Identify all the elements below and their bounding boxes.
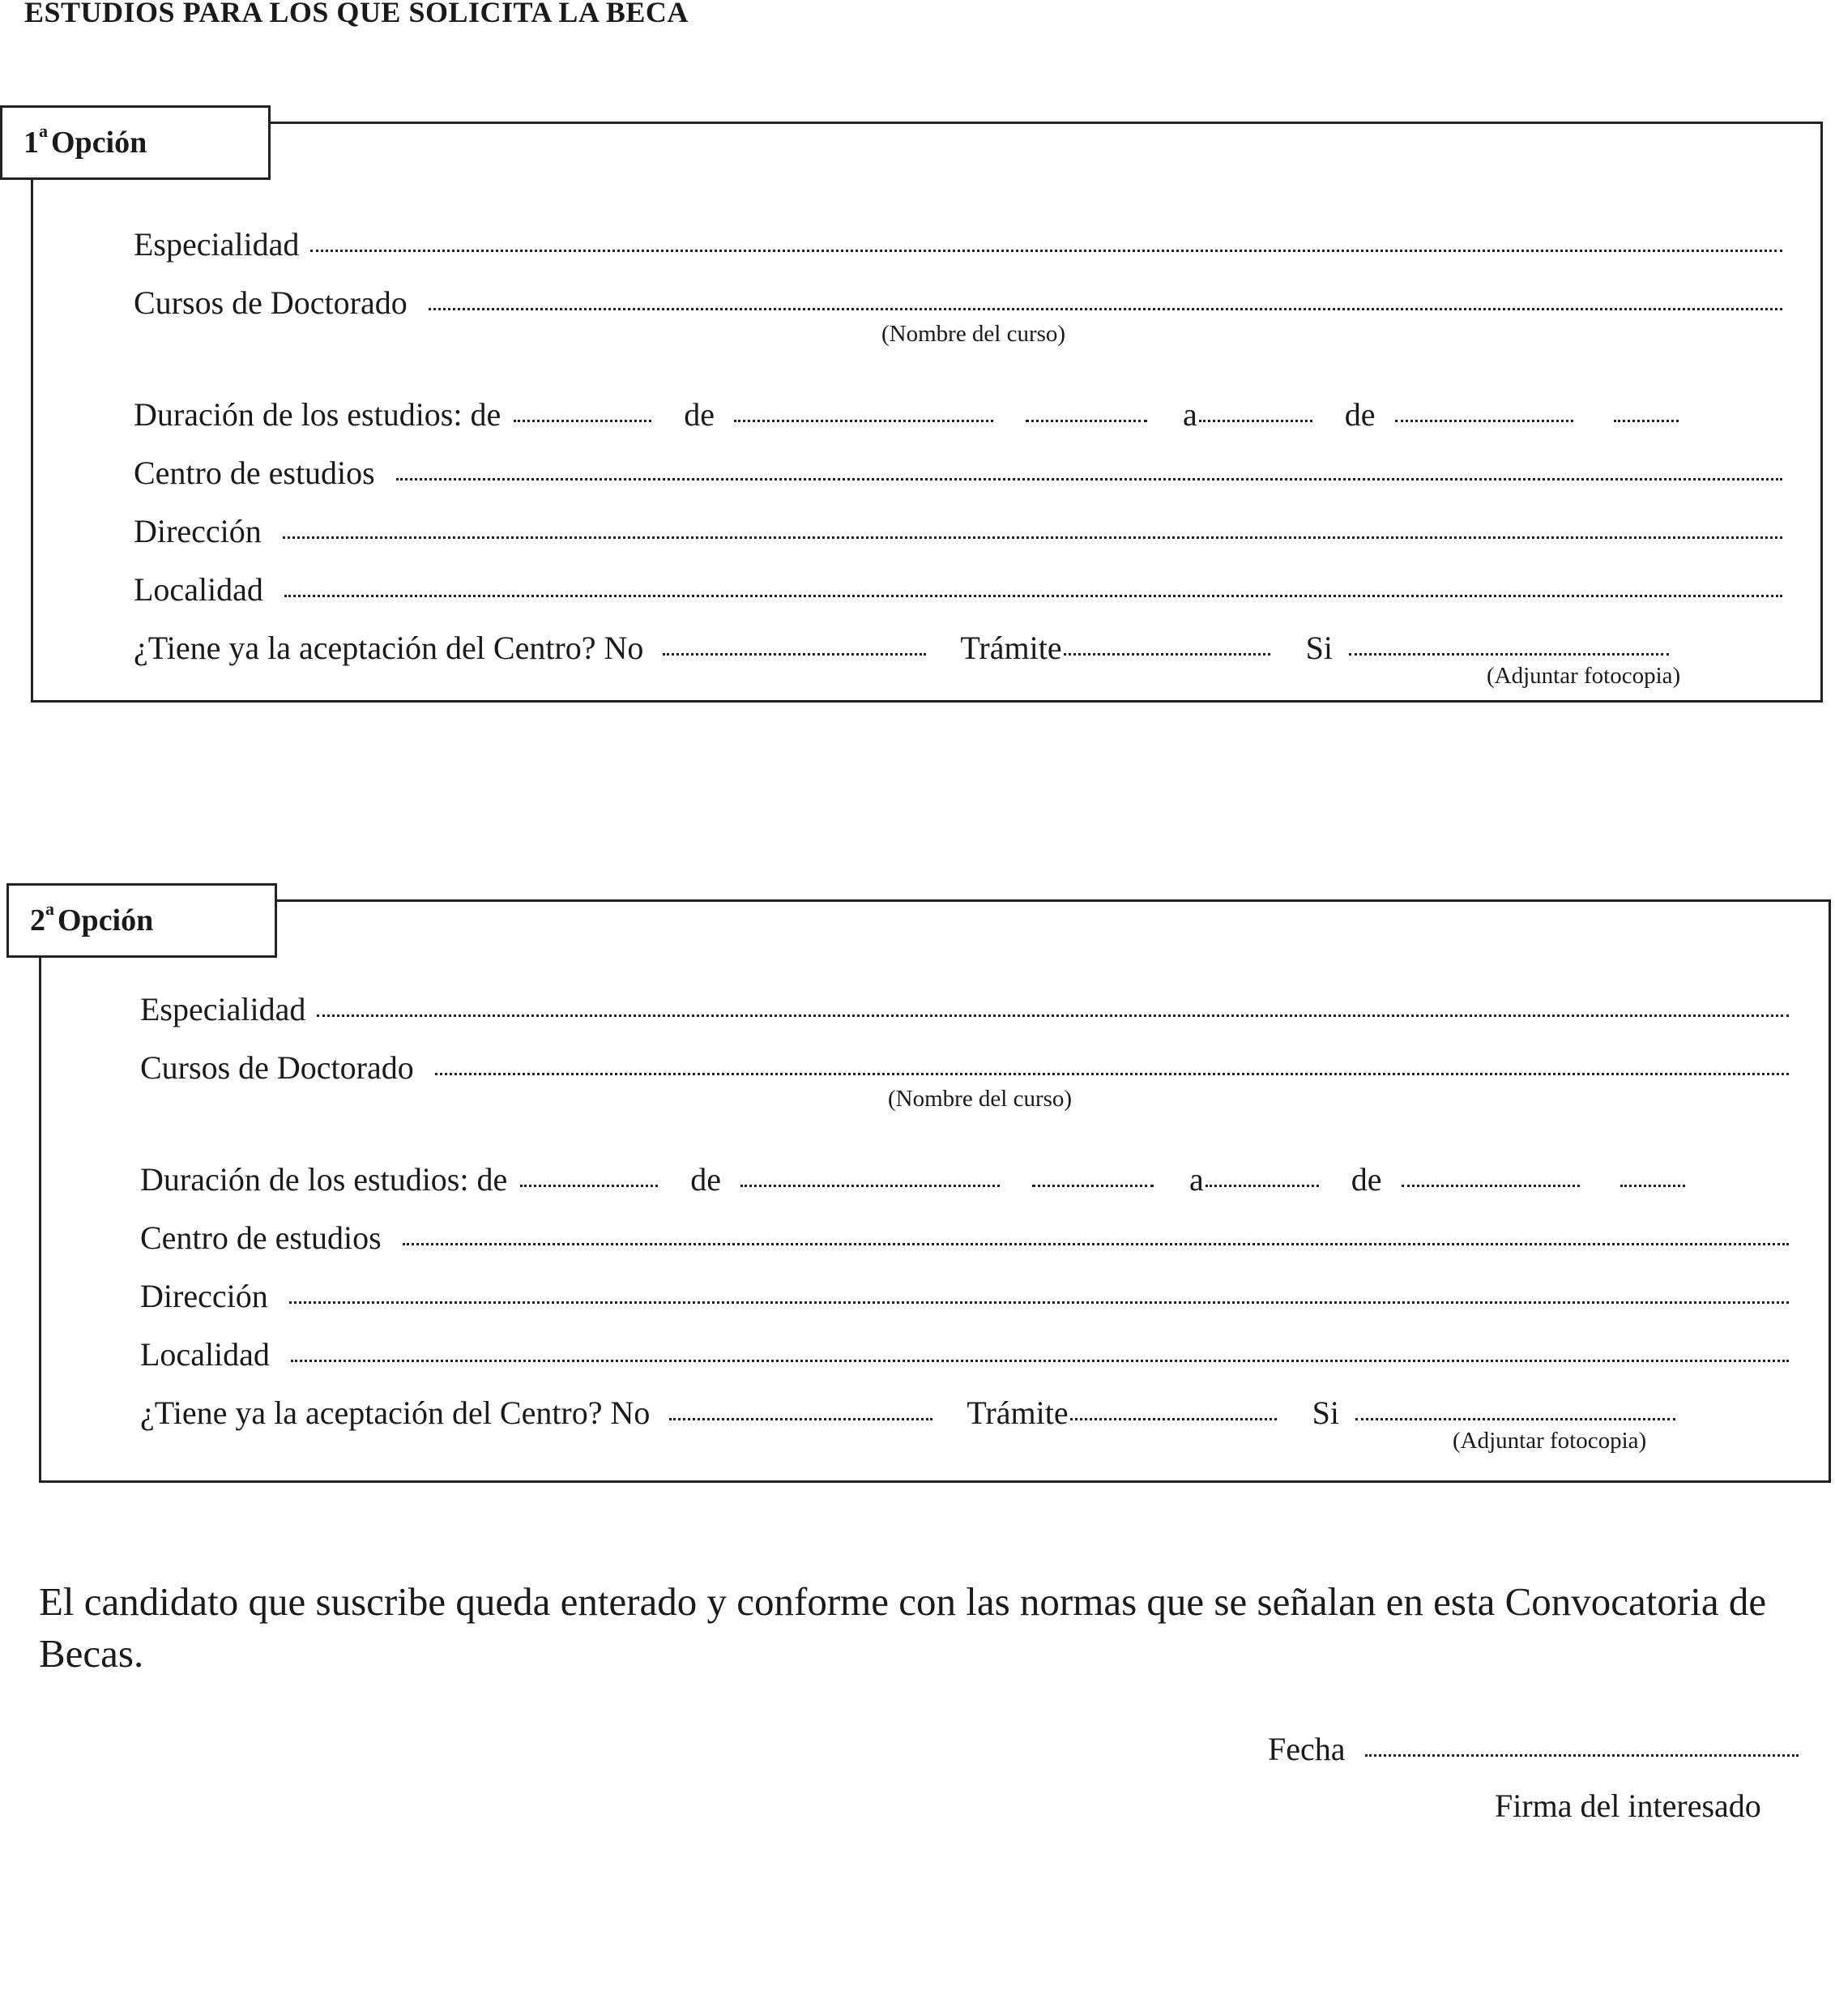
duracion-day-from-field[interactable] (520, 1185, 658, 1187)
option-2-tab (6, 883, 277, 958)
adjuntar-caption: (Adjuntar fotocopia) (1453, 1428, 1647, 1454)
aceptacion-label: ¿Tiene ya la aceptación del Centro? No (134, 630, 644, 666)
duracion-month-from-field[interactable] (734, 420, 993, 422)
option-1-tab (0, 105, 271, 180)
option-1-centro-row (134, 454, 1782, 492)
option-1-aceptacion-row (134, 629, 1669, 667)
duracion-day-from-field[interactable] (514, 420, 651, 422)
option-2-number: 2 (30, 903, 45, 938)
direccion-field[interactable] (283, 536, 1782, 539)
option-2-centro-row (140, 1219, 1789, 1257)
aceptacion-label: ¿Tiene ya la aceptación del Centro? No (140, 1395, 651, 1431)
option-2-cursos-row (140, 1049, 1789, 1087)
duracion-year-to-field[interactable] (1620, 1185, 1685, 1187)
duracion-de2-label: de (1344, 396, 1376, 433)
option-2-direccion-row (140, 1277, 1789, 1315)
aceptacion-no-field[interactable] (669, 1418, 932, 1420)
localidad-field[interactable] (291, 1360, 1789, 1362)
fecha-label: Fecha (1268, 1731, 1346, 1767)
si-field[interactable] (1349, 653, 1669, 656)
adjuntar-caption: (Adjuntar fotocopia) (1487, 663, 1681, 689)
direccion-label: Dirección (140, 1278, 268, 1314)
duracion-de-label: de (690, 1161, 722, 1198)
duracion-month-from-field[interactable] (740, 1185, 1000, 1187)
option-2-word: Opción (58, 903, 154, 938)
conformity-statement: El candidato que suscribe queda enterado y conforme con las normas que se señalan en esta Convocatoria de Becas. (39, 1579, 1767, 1676)
tramite-field[interactable] (1064, 653, 1270, 656)
option-1-word: Opción (51, 126, 147, 160)
especialidad-field[interactable] (310, 250, 1782, 252)
option-2-especialidad-row (140, 990, 1789, 1028)
page-heading: ESTUDIOS PARA LOS QUE SOLICITA LA BECA (24, 0, 689, 28)
especialidad-label: Especialidad (140, 991, 306, 1027)
centro-field[interactable] (396, 478, 1782, 481)
option-1-especialidad-row (134, 225, 1782, 263)
direccion-field[interactable] (289, 1301, 1789, 1304)
nombre-curso-caption: (Nombre del curso) (881, 321, 1066, 347)
option-1-direccion-row (134, 512, 1782, 550)
nombre-curso-caption: (Nombre del curso) (888, 1086, 1073, 1112)
duracion-label: Duración de los estudios: de (140, 1161, 508, 1198)
especialidad-label: Especialidad (134, 226, 300, 263)
si-label: Si (1305, 630, 1333, 666)
fecha-row (1268, 1730, 1799, 1768)
duracion-month-to-field[interactable] (1395, 420, 1573, 422)
option-1-number: 1 (23, 126, 39, 160)
especialidad-field[interactable] (317, 1014, 1789, 1017)
option-2-aceptacion-row (140, 1394, 1675, 1432)
firma-label: Firma del interesado (1495, 1787, 1761, 1824)
option-1-localidad-row (134, 570, 1782, 609)
tramite-label: Trámite (967, 1395, 1069, 1431)
duracion-a-label: a (1189, 1161, 1204, 1198)
duracion-year-from-field[interactable] (1026, 420, 1147, 422)
option-2-localidad-row (140, 1335, 1789, 1373)
option-1-ordinal: a (39, 121, 48, 141)
option-1-duracion-row (134, 395, 1679, 434)
option-2-duracion-row (140, 1160, 1685, 1198)
centro-field[interactable] (403, 1243, 1789, 1245)
duracion-month-to-field[interactable] (1402, 1185, 1580, 1187)
tramite-field[interactable] (1070, 1418, 1277, 1420)
duracion-a-label: a (1183, 396, 1197, 433)
tramite-label: Trámite (960, 630, 1062, 666)
fecha-field[interactable] (1365, 1754, 1799, 1757)
duracion-day-to-field[interactable] (1206, 1185, 1319, 1187)
centro-label: Centro de estudios (134, 455, 375, 491)
duracion-day-to-field[interactable] (1199, 420, 1312, 422)
cursos-label: Cursos de Doctorado (134, 284, 408, 321)
localidad-label: Localidad (134, 571, 263, 608)
cursos-label: Cursos de Doctorado (140, 1049, 414, 1086)
centro-label: Centro de estudios (140, 1219, 382, 1256)
duracion-year-to-field[interactable] (1614, 420, 1679, 422)
localidad-label: Localidad (140, 1336, 270, 1373)
duracion-label: Duración de los estudios: de (134, 396, 501, 433)
aceptacion-no-field[interactable] (663, 653, 926, 656)
localidad-field[interactable] (284, 595, 1782, 597)
cursos-field[interactable] (435, 1073, 1789, 1075)
si-label: Si (1312, 1395, 1339, 1431)
si-field[interactable] (1355, 1418, 1675, 1420)
duracion-de-label: de (684, 396, 715, 433)
duracion-year-from-field[interactable] (1032, 1185, 1154, 1187)
option-2-ordinal: a (45, 899, 54, 919)
cursos-field[interactable] (429, 308, 1782, 310)
duracion-de2-label: de (1351, 1161, 1382, 1198)
option-1-cursos-row (134, 284, 1782, 322)
direccion-label: Dirección (134, 513, 262, 549)
